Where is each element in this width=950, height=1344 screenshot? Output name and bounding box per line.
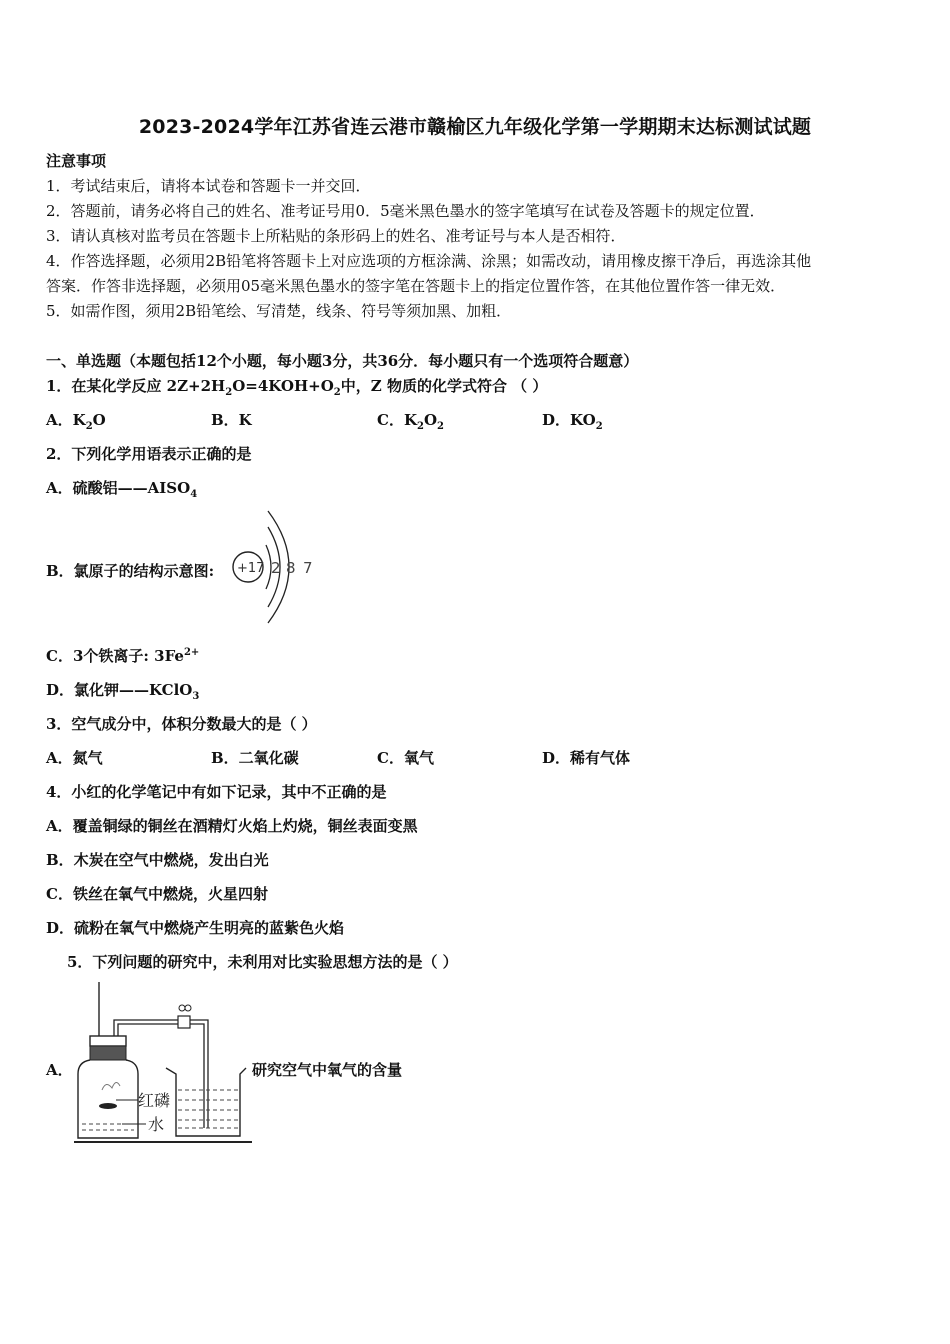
question-2-stem: 2．下列化学用语表示正确的是 [46,445,252,463]
notice-item: 5．如需作图，须用2B铅笔绘、写清楚，线条、符号等须加黑、加粗． [46,302,512,320]
electron-count: 7 [303,559,313,577]
q3-option-a[interactable]: A．氮气 [46,749,103,767]
subscript: 2 [85,421,93,432]
subscript: 2 [595,421,603,432]
red-phosphorus-label: 红磷 [138,1091,171,1110]
option-text: D．氯化钾——KClO [46,681,193,699]
notice-item: 3．请认真核对监考员在答题卡上所粘贴的条形码上的姓名、准考证号与本人是否相符． [46,227,626,245]
notice-item: 答案．作答非选择题，必须用05毫米黑色墨水的签字笔在答题卡上的指定位置作答，在其他位置作答一律无效． [46,277,786,295]
q2-option-b[interactable]: B．氯原子的结构示意图: [46,562,215,580]
bottle-neck [90,1046,126,1060]
subscript: 3 [192,691,200,702]
subscript: 2 [437,421,444,432]
electron-count: 2 [271,559,281,577]
subscript: 2 [333,387,341,398]
notice-item: 4．作答选择题，必须用2B铅笔将答题卡上对应选项的方框涂满、涂黑；如需改动，请用橡皮擦干净后，再选涂其他 [46,252,812,270]
clamp-handle [185,1005,191,1011]
option-text: A．K [46,411,86,429]
clamp-handle [179,1005,185,1011]
water-label: 水 [148,1115,165,1134]
connecting-tube [114,1020,178,1036]
subscript: 4 [190,489,198,500]
connecting-tube [190,1024,204,1128]
option-text: C．K [377,411,417,429]
nucleus-charge: +17 [237,561,265,576]
subscript: 2 [225,387,233,398]
chlorine-atom-diagram [228,505,328,625]
oxygen-experiment-apparatus [72,978,257,1146]
electron-count: 8 [286,559,296,577]
question-4-stem: 4．小红的化学笔记中有如下记录，其中不正确的是 [46,783,387,801]
stopper [90,1036,126,1046]
notice-item: 2．答题前，请务必将自己的姓名、准考证号用0．5毫米黑色墨水的签字笔填写在试卷及答题卡的规定位置． [46,202,765,220]
option-text: A．硫酸铝——AISO [46,479,191,497]
subscript: 2 [416,421,424,432]
q1-option-c[interactable] [377,409,444,431]
option-text: C．3个铁离子: 3Fe [46,647,184,665]
smoke [102,1082,120,1090]
notice-heading: 注意事项 [46,152,107,170]
option-text: O [92,411,106,429]
q4-option-a[interactable]: A．覆盖铜绿的铜丝在酒精灯火焰上灼烧，铜丝表面变黑 [46,817,418,835]
q1-stem-part: O=4KOH+O [232,377,334,395]
q1-option-a[interactable] [46,409,106,431]
question-3-stem: 3．空气成分中，体积分数最大的是（ ） [46,715,317,733]
q2-option-c[interactable] [46,645,199,667]
option-text: O [423,411,438,429]
q1-option-d[interactable] [542,409,603,431]
q2-option-a[interactable] [46,477,197,499]
q2-option-d[interactable] [46,679,199,701]
q1-stem-part: 1．在某化学反应 2Z+2H [46,377,226,395]
q3-option-c[interactable]: C．氧气 [377,749,434,767]
q1-stem-part: 中，Z 物质的化学式符合 （ ） [340,377,548,395]
q1-option-b[interactable]: B．K [211,411,252,429]
connecting-tube [118,1024,178,1036]
q5-option-a[interactable]: A． [46,1061,73,1079]
spring-clamp [178,1016,190,1028]
question-1-stem [46,375,547,397]
superscript: 2+ [183,647,200,658]
q4-option-c[interactable]: C．铁丝在氧气中燃烧，火星四射 [46,885,268,903]
q4-option-d[interactable]: D．硫粉在氧气中燃烧产生明亮的蓝紫色火焰 [46,919,345,937]
q4-option-b[interactable]: B．木炭在空气中燃烧，发出白光 [46,851,269,869]
option-text: D．KO [542,411,596,429]
q3-option-d[interactable]: D．稀有气体 [542,749,631,767]
question-5-stem: 5．下列问题的研究中，未利用对比实验思想方法的是（ ） [67,953,458,971]
connecting-tube [190,1020,208,1128]
q5-option-a-text: 研究空气中氧气的含量 [252,1061,403,1079]
beaker [166,1068,246,1136]
exam-title: 2023-2024学年江苏省连云港市赣榆区九年级化学第一学期期末达标测试试题 [138,116,812,138]
section-heading: 一、单选题（本题包括12个小题，每小题3分，共36分．每小题只有一个选项符合题意） [46,352,639,370]
notice-item: 1．考试结束后，请将本试卷和答题卡一并交回． [46,177,371,195]
combustion-spoon [99,1103,117,1109]
q3-option-b[interactable]: B．二氧化碳 [211,749,299,767]
glass-bottle [78,1060,138,1138]
